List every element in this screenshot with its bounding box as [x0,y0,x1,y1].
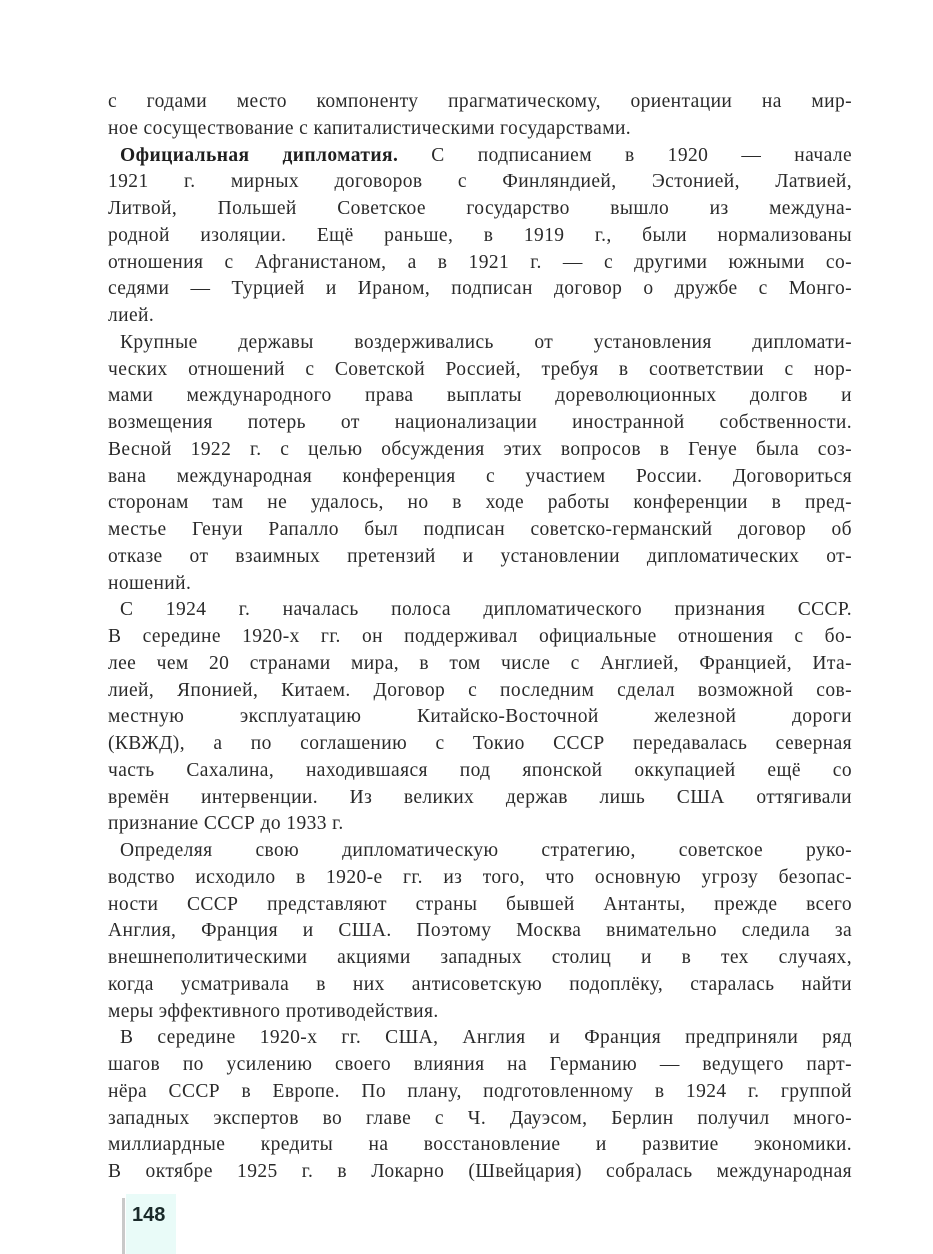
text-line: ческих отношений с Советской Россией, требуя в соответствии с нор- [108,358,852,380]
text-line: времён интервенции. Из великих держав лишь США оттягивали [108,786,852,808]
text-line: отказе от взаимных претензий и установлении дипломатических от- [108,545,852,567]
text-line: местную эксплуатацию Китайско-Восточной железной дороги [108,706,852,728]
paragraph [108,1025,852,1186]
text-line: мами международного права выплаты дореволюционных долгов и [108,385,852,407]
text-line: шагов по усилению своего влияния на Германию — ведущего парт- [108,1054,852,1075]
text-line: (КВЖД), а по соглашению с Токио СССР передавалась северная [108,733,852,754]
text-line: признание СССР до 1933 г. [108,813,344,835]
page-number-bar [122,1198,125,1254]
text-line: ношений. [108,572,192,594]
text-line: возмещения потерь от национализации иностранной собственности. [108,412,852,433]
text-line: ное сосуществование с капиталистическими государствами. [108,117,632,139]
text-line: лией. [108,305,155,326]
text-line: Весной 1922 г. с целью обсуждения этих вопросов в Генуе была соз- [108,438,852,460]
text-line: местье Генуи Рапалло был подписан советско-германский договор об [108,519,852,540]
text-line: 1921 г. мирных договоров с Финляндией, Эстонией, Латвией, [108,171,852,193]
text-line: западных экспертов во главе с Ч. Дауэсом, Берлин получил много- [108,1107,852,1129]
text-line: сторонам там не удалось, но в ходе работы конференции в пред- [108,492,852,514]
text-line: седями — Турцией и Ираном, подписан договор о дружбе с Монго- [108,278,852,300]
text-line: меры эффективного противодействия. [108,1000,439,1022]
paragraph [108,597,852,838]
text-line: лее чем 20 странами мира, в том числе с Англией, Францией, Ита- [108,652,852,674]
page-number: 148 [132,1204,166,1226]
text-line: лией, Японией, Китаем. Договор с последним сделал возможной сов- [108,679,852,701]
text-line: Англия, Франция и США. Поэтому Москва внимательно следила за [108,920,852,942]
section-heading: Официальная дипломатия. [120,144,399,166]
page-number-box [126,1194,176,1254]
line-text: С подписанием в 1920 — начале [398,144,853,166]
text-line: с годами место компоненту прагматическому, ориентации на мир- [108,91,852,112]
paragraph [108,89,852,143]
text-line: Литвой, Польшей Советское государство вышло из междуна- [108,198,852,219]
text-line: ности СССР представляют страны бывшей Антанты, прежде всего [108,893,852,915]
text-line: внешнеполитическими акциями западных столиц и в тех случаях, [108,947,852,968]
page-body [108,89,852,1186]
text-line: миллиардные кредиты на восстановление и развитие экономики. [108,1134,852,1156]
text-line: В середине 1920-х гг. США, Англия и Франция предприняли ряд [120,1027,852,1049]
text-line: вана международная конференция с участием России. Договориться [108,465,852,487]
text-line: когда усматривала в них антисоветскую подоплёку, старалась найти [108,973,852,995]
text-line: отношения с Афганистаном, а в 1921 г. — с другими южными со- [108,251,852,273]
text-line [108,143,852,170]
text-line: В середине 1920-х гг. он поддерживал официальные отношения с бо- [108,626,852,647]
text-line: Крупные державы воздерживались от установления дипломати- [120,331,852,353]
text-line: С 1924 г. началась полоса дипломатического признания СССР. [120,599,852,621]
paragraph [108,143,852,330]
text-line: водство исходило в 1920-е гг. из того, что основную угрозу безопас- [108,866,852,888]
text-line: родной изоляции. Ещё раньше, в 1919 г., были нормализованы [108,224,852,246]
paragraph [108,330,852,598]
text-line: часть Сахалина, находившаяся под японской оккупацией ещё со [108,759,852,781]
text-line: В октябре 1925 г. в Локарно (Швейцария) собралась международная [108,1161,852,1182]
text-line: нёра СССР в Европе. По плану, подготовленному в 1924 г. группой [108,1080,852,1102]
text-line: Определяя свою дипломатическую стратегию, советское руко- [120,840,852,861]
paragraph [108,838,852,1025]
